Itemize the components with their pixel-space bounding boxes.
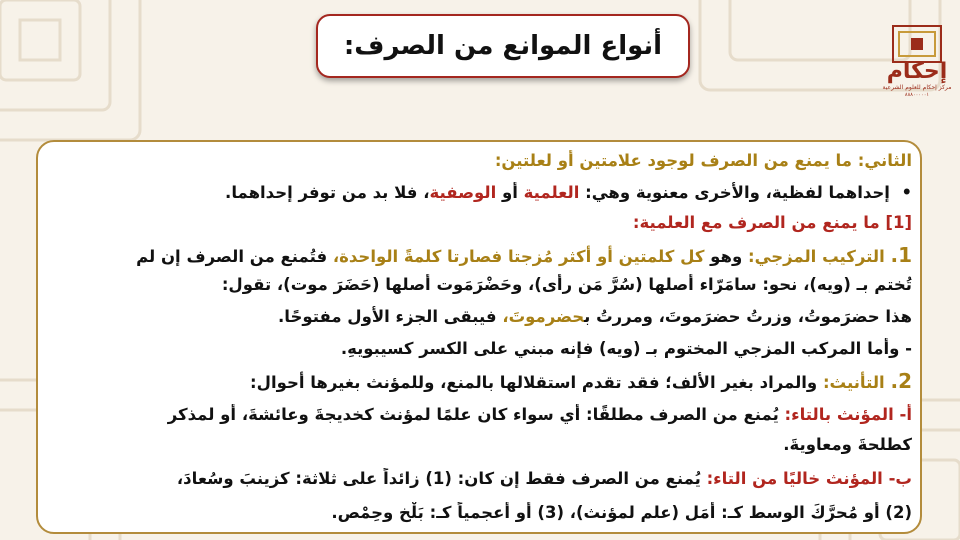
- item-number: 1.: [890, 244, 912, 267]
- text: يُمنع من الصرف فقط إن كان: (1) زائداً على ثلاثة: كزينبَ وسُعادَ،: [176, 469, 707, 488]
- text: - وأما المركب المزجي المختوم بـ (ويه) فإنه مبني على الكسر كسيبويهِ.: [340, 339, 912, 358]
- line-second-type: [50, 150, 912, 172]
- text: إحداهما لفظية، والأخرى معنوية وهي:: [579, 183, 890, 202]
- sub-item-heading: أ- المؤنث بالتاء:: [784, 405, 912, 424]
- line-without-ta: [50, 468, 912, 490]
- section-heading: الثاني: ما يمنع من الصرف لوجود علامتين أو لعلتين:: [494, 151, 912, 170]
- definition: كل كلمتين أو أكثر مُزجتا فصارتا كلمةً الواحدة،: [332, 247, 705, 266]
- logo: [884, 22, 950, 102]
- term-wasfiya: الوصفية: [429, 183, 497, 202]
- text: فيبقى الجزء الأول مفتوحًا.: [278, 307, 503, 326]
- sub-item-heading: ب- المؤنث خاليًا من التاء:: [706, 469, 912, 488]
- text: (2) أو مُحرَّكَ الوسط كـ: أَمَل (علم لمؤنث)، (3) أو أعجمياً كـ: بَلْخ وحِمْص.: [331, 503, 912, 522]
- logo-phone: ٨٨٨٠٠٠٠٠١: [904, 92, 930, 98]
- text: يُمنع من الصرف مطلقًا: أي سواء كان علمًا لمؤنث كخديجةَ وعائشةَ، أو لمذكر: [167, 405, 785, 424]
- text: أو: [496, 183, 524, 202]
- bullet: •: [901, 183, 912, 202]
- line-subheading-1: [50, 212, 912, 234]
- title-box: [316, 14, 690, 78]
- subheading: [1] ما يمنع من الصرف مع العلمية:: [632, 213, 912, 232]
- text: وهو: [704, 247, 748, 266]
- line-conditions: [50, 502, 912, 524]
- line-examples: [50, 434, 912, 456]
- logo-subtitle: مركز إحكام للعلوم الشرعية: [882, 84, 952, 91]
- text: تُختم بـ (ويه)، نحو: سامَرّاء أصلها (سُرَّ مَن رأى)، وحَضْرَمَوت أصلها (حَضَرَ موت)، تقول:: [221, 275, 912, 294]
- page-title: أنواع الموانع من الصرف:: [343, 31, 663, 61]
- line-two-causes: [50, 182, 912, 204]
- item-heading: التركيب المزجي:: [747, 247, 891, 266]
- text: كطلحةَ ومعاويةَ.: [783, 435, 912, 454]
- text: والمراد بغير الألف؛ فقد تقدم استقلالها بالمنع، وللمؤنث بغيرها أحوال:: [250, 373, 823, 392]
- line-compound-examples: [50, 274, 912, 296]
- line-wayh: [50, 338, 912, 360]
- line-compound-usage: [50, 306, 912, 328]
- example-word: حضرموتَ،: [502, 307, 585, 326]
- item-number: 2.: [890, 370, 912, 393]
- text: ، فلا بد من توفر إحداهما.: [225, 183, 430, 202]
- line-feminine: [50, 370, 912, 394]
- line-compound: [50, 244, 912, 268]
- item-heading: التأنيث:: [822, 373, 891, 392]
- text: هذا حضرَموتُ، وزرتُ حضرَموتَ، ومررتُ ب: [584, 307, 912, 326]
- term-alamiya: العلمية: [523, 183, 580, 202]
- content-box: [36, 140, 922, 534]
- line-ta-marbuta: [50, 404, 912, 426]
- text: فتُمنع من الصرف إن لم: [136, 247, 333, 266]
- logo-name: إحكام: [886, 59, 948, 84]
